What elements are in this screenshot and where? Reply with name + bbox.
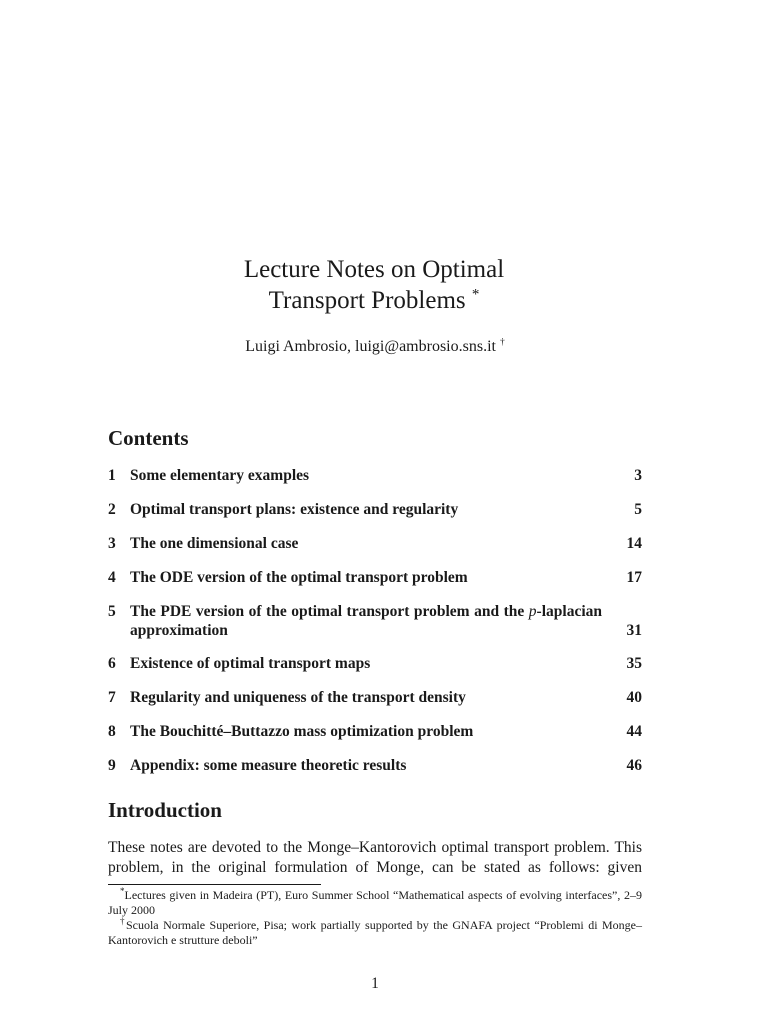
toc-entry-9[interactable] (108, 756, 642, 775)
title-footnote-mark: * (471, 286, 480, 303)
paper-title (0, 254, 748, 316)
contents-heading: Contents (108, 426, 189, 450)
footnote-text: Lectures given in Madeira (PT), Euro Summer School “Mathematical aspects of evolving interfaces”, 2–9 July 2000 (108, 888, 642, 917)
toc-entry-page: 44 (626, 723, 642, 740)
toc-entry-title-continuation: -laplacian approximation (130, 603, 602, 639)
toc-entry-5[interactable] (108, 602, 642, 640)
toc-entry-title: Existence of optimal transport maps (130, 655, 371, 672)
page-number: 1 (371, 975, 379, 992)
footnote-text: Scuola Normale Superiore, Pisa; work partially supported by the GNAFA project “Problemi di Monge–Kantorovich e strutture deboli” (108, 918, 642, 947)
introduction-paragraph: These notes are devoted to the Monge–Kantorovich optimal transport problem. This problem, in the original formulation of Monge, can be stated as follows: given (108, 839, 642, 876)
author-footnote-mark: † (499, 336, 505, 348)
toc-entry-page: 46 (626, 757, 642, 774)
toc-entry-page: 31 (626, 622, 642, 639)
toc-entry-8[interactable] (108, 722, 642, 741)
footnote-divider (108, 884, 321, 885)
table-of-contents (108, 466, 642, 790)
toc-entry-number: 9 (108, 757, 116, 774)
toc-entry-page: 35 (626, 655, 642, 672)
toc-entry-4[interactable] (108, 568, 642, 587)
toc-entry-number: 5 (108, 603, 116, 620)
toc-entry-title: Optimal transport plans: existence and regularity (130, 501, 459, 518)
toc-entry-title (130, 602, 602, 640)
toc-entry-number: 1 (108, 467, 116, 484)
toc-entry-title: The Bouchitté–Buttazzo mass optimization problem (130, 723, 474, 740)
toc-entry-2[interactable] (108, 500, 642, 519)
toc-entry-number: 2 (108, 501, 116, 518)
toc-entry-page: 14 (626, 535, 642, 552)
title-line-2 (0, 285, 748, 316)
toc-entry-title: The one dimensional case (130, 535, 299, 552)
toc-entry-page: 5 (634, 501, 642, 518)
toc-entry-title: Appendix: some measure theoretic results (130, 757, 407, 774)
introduction-heading: Introduction (108, 798, 222, 822)
toc-entry-title-variable: p (528, 603, 537, 620)
toc-entry-page: 40 (626, 689, 642, 706)
author-text: Luigi Ambrosio, luigi@ambrosio.sns.it (245, 338, 496, 355)
footnote-2 (108, 918, 642, 948)
toc-entry-number: 3 (108, 535, 116, 552)
toc-entry-page: 3 (634, 467, 642, 484)
toc-entry-7[interactable] (108, 688, 642, 707)
footnote-mark: * (120, 886, 125, 896)
toc-entry-title: Regularity and uniqueness of the transport density (130, 689, 466, 706)
footnotes (108, 888, 642, 948)
footnote-mark: † (120, 916, 126, 926)
footnote-1 (108, 888, 642, 918)
toc-entry-1[interactable] (108, 466, 642, 485)
author-line (0, 338, 750, 356)
toc-entry-number: 6 (108, 655, 116, 672)
toc-entry-title-text: The PDE version of the optimal transport problem and the (130, 603, 525, 620)
toc-entry-title: Some elementary examples (130, 467, 310, 484)
toc-entry-title: The ODE version of the optimal transport problem (130, 569, 468, 586)
toc-entry-3[interactable] (108, 534, 642, 553)
toc-entry-number: 4 (108, 569, 116, 586)
title-line-1: Lecture Notes on Optimal (243, 256, 505, 283)
toc-entry-page: 17 (626, 569, 642, 586)
toc-entry-number: 8 (108, 723, 116, 740)
toc-entry-number: 7 (108, 689, 116, 706)
toc-entry-6[interactable] (108, 654, 642, 673)
title-line-2-text: Transport Problems (268, 287, 466, 314)
